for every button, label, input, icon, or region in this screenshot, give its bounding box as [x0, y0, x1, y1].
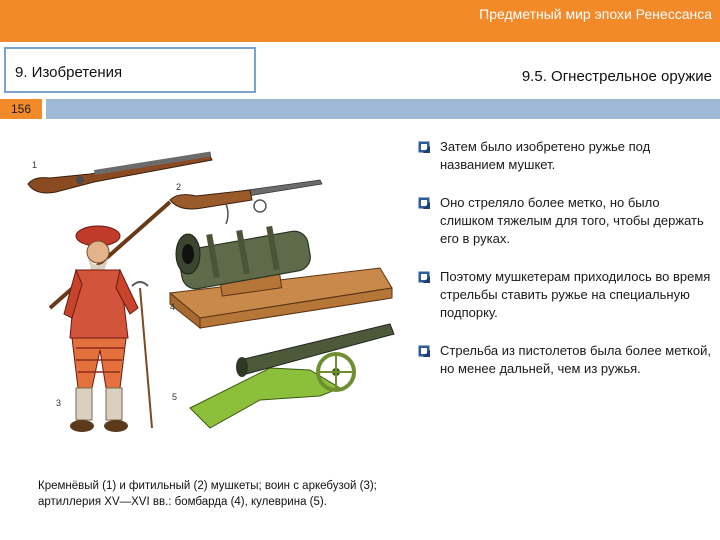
- label-1: 1: [32, 160, 38, 170]
- slide-subtitle: 9.5. Огнестрельное оружие: [521, 68, 712, 85]
- bullet-text: Затем было изобретено ружье под названием мушкет.: [440, 139, 651, 172]
- caption-line-2: артиллерия XV—XVI вв.: бомбарда (4), кулеврина (5).: [38, 496, 327, 508]
- checkbox-bullet-icon: [418, 197, 430, 209]
- label-4: 4: [170, 302, 176, 312]
- figure-caption: [38, 478, 418, 510]
- bullet-text: Стрельба из пистолетов была более меткой, но менее дальней, чем из ружья.: [440, 343, 711, 376]
- arquebusier-image: [50, 202, 170, 432]
- section-box: [4, 47, 256, 93]
- bullet-item: [418, 268, 714, 322]
- bombard-image: [170, 226, 392, 328]
- checkbox-bullet-icon: [418, 345, 430, 357]
- firearms-illustration: [20, 138, 400, 458]
- bullet-text: Поэтому мушкетерам приходилось во время стрельбы ставить ружье на специальную подпорку.: [440, 269, 711, 320]
- label-5: 5: [172, 392, 178, 402]
- checkbox-bullet-icon: [418, 141, 430, 153]
- bullet-item: [418, 194, 714, 248]
- matchlock-musket-image: [170, 180, 322, 224]
- bullet-list: [418, 138, 714, 398]
- bullet-text: Оно стреляло более метко, но было слишком тяжелым для того, чтобы держать его в руках.: [440, 195, 704, 246]
- culverin-image: [190, 324, 394, 428]
- presentation-title: Предметный мир эпохи Ренессанса: [479, 6, 712, 22]
- caption-line-1: Кремнёвый (1) и фитильный (2) мушкеты; воин с аркебузой (3);: [38, 480, 377, 492]
- checkbox-bullet-icon: [418, 271, 430, 283]
- section-title: 9. Изобретения: [15, 64, 123, 81]
- label-3: 3: [56, 398, 62, 408]
- divider-strip: [46, 99, 720, 119]
- bullet-item: [418, 138, 714, 174]
- top-banner: [0, 0, 720, 42]
- label-2: 2: [176, 182, 182, 192]
- page-number-badge: 156: [0, 99, 42, 119]
- bullet-item: [418, 342, 714, 378]
- flintlock-musket-image: [28, 152, 212, 193]
